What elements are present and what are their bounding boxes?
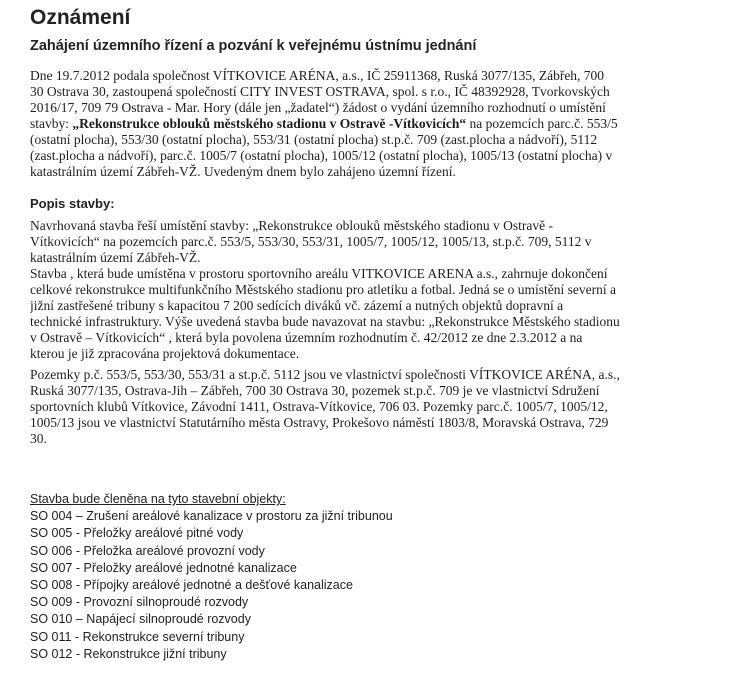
text-line: Vítkovicích“ na pozemcích parc.č. 553/5, 553/30, 553/31, 1005/7, 1005/12, 1005/13, st.p.č. 709, 5112 v	[30, 234, 592, 249]
text-line: (zast.plocha a nádvoří), parc.č. 1005/7 (ostatní plocha), 1005/12 (ostatní plocha), 1005/13 (ostatní plocha) v	[30, 148, 613, 163]
project-name: „Rekonstrukce oblouků městského stadionu v Ostravě -Vítkovicích“	[72, 116, 467, 131]
text-line: katastrálním území Zábřeh-VŽ.	[30, 250, 201, 265]
paragraph-building	[30, 266, 702, 362]
text-line: Navrhovaná stavba řeší umístění stavby: „Rekonstrukce oblouků městského stadionu v Ostravě -	[30, 218, 554, 233]
paragraph-application	[30, 68, 702, 180]
text-line: 30 Ostrava 30, zastoupená společností CITY INVEST OSTRAVA, spol. s r.o., IČ 48392928, Tvorkovských	[30, 84, 610, 99]
text-line: kterou je již zpracována projektová dokumentace.	[30, 346, 300, 361]
list-item: SO 010 – Napájecí silnoproudé rozvody	[30, 612, 251, 627]
list-item: SO 006 - Přeložka areálové provozní vody	[30, 543, 265, 558]
list-item: SO 004 – Zrušení areálové kanalizace v prostoru za jižní tribunou	[30, 509, 393, 524]
list-item: SO 007 - Přeložky areálové jednotné kanalizace	[30, 560, 297, 575]
text-line: katastrálním území Zábřeh-VŽ. Uvedeným dnem bylo zahájeno územní řízení.	[30, 164, 456, 179]
text-line: v Ostravě – Vítkovicích“ , která byla povolena územním rozhodnutím č. 42/2012 ze dne 2.3.2012 a na	[30, 330, 583, 345]
list-item: SO 009 - Provozní silnoproudé rozvody	[30, 595, 249, 610]
text-line: Stavba , která bude umístěna v prostoru sportovního areálu VITKOVICE ARENA a.s., zahrnuje dokončení	[30, 266, 608, 281]
text-line: technické infrastruktury. Výše uvedená stavba bude navazovat na stavbu: „Rekonstrukce Městského stadionu	[30, 314, 620, 329]
paragraph-ownership	[30, 367, 702, 447]
paragraph-description	[30, 218, 702, 266]
document-subtitle: Zahájení územního řízení a pozvání k veřejnému ústnímu jednání	[30, 38, 477, 54]
objects-list-intro: Stavba bude členěna na tyto stavební objekty:	[30, 492, 286, 506]
text-line: Pozemky p.č. 553/5, 553/30, 553/31 a st.p.č. 5112 jsou ve vlastnictví společnosti VÍTKOVICE ARÉNA, a.s.,	[30, 367, 620, 382]
list-item: SO 008 - Přípojky areálové jednotné a dešťové kanalizace	[30, 578, 353, 593]
text-line: Dne 19.7.2012 podala společnost VÍTKOVICE ARÉNA, a.s., IČ 25911368, Ruská 3077/135, Zábřeh, 700	[30, 68, 605, 83]
section-heading: Popis stavby:	[30, 196, 115, 211]
document-title: Oznámení	[30, 6, 131, 29]
text-line: jižní zastřešené tribuny s kapacitou 7 200 sedících diváků vč. zázemí a nutných objektů dopravní a	[30, 298, 564, 313]
text-line: (ostatní plocha), 553/30 (ostatní plocha), 553/31 (ostatní plocha) st.p.č. 709 (zast.plocha a nádvoří), 5112	[30, 132, 598, 147]
text-line: 1005/13 jsou ve vlastnictví Statutárního města Ostravy, Prokešovo náměstí 1803/8, Moravská Ostrava, 729	[30, 415, 609, 430]
text-line: 2016/17, 709 79 Ostrava - Mar. Hory (dále jen „žadatel“) žádost o vydání územního rozhodnutí o umístění	[30, 100, 606, 115]
objects-list	[30, 491, 430, 663]
text-line: Ruská 3077/135, Ostrava-Jih – Zábřeh, 700 30 Ostrava 30, pozemek st.p.č. 709 je ve vlastnictví Sdružení	[30, 383, 600, 398]
list-item: SO 011 - Rekonstrukce severní tribuny	[30, 629, 245, 644]
text-line: sportovních klubů Vítkovice, Závodní 1411, Ostrava-Vítkovice, 706 03. Pozemky parc.č. 1005/7, 1005/12,	[30, 399, 608, 414]
list-item: SO 012 - Rekonstrukce jižní tribuny	[30, 646, 227, 661]
text-line	[30, 116, 702, 132]
list-item: SO 005 - Přeložky areálové pitné vody	[30, 526, 244, 541]
text-fragment: na pozemcích parc.č. 553/5	[466, 116, 618, 131]
text-line: celkové rekonstrukce multifunkčního Městského stadionu pro atletiku a fotbal. Jedná se o umístění severní a	[30, 282, 616, 297]
text-fragment: stavby:	[30, 116, 73, 131]
text-line: 30.	[30, 431, 47, 446]
